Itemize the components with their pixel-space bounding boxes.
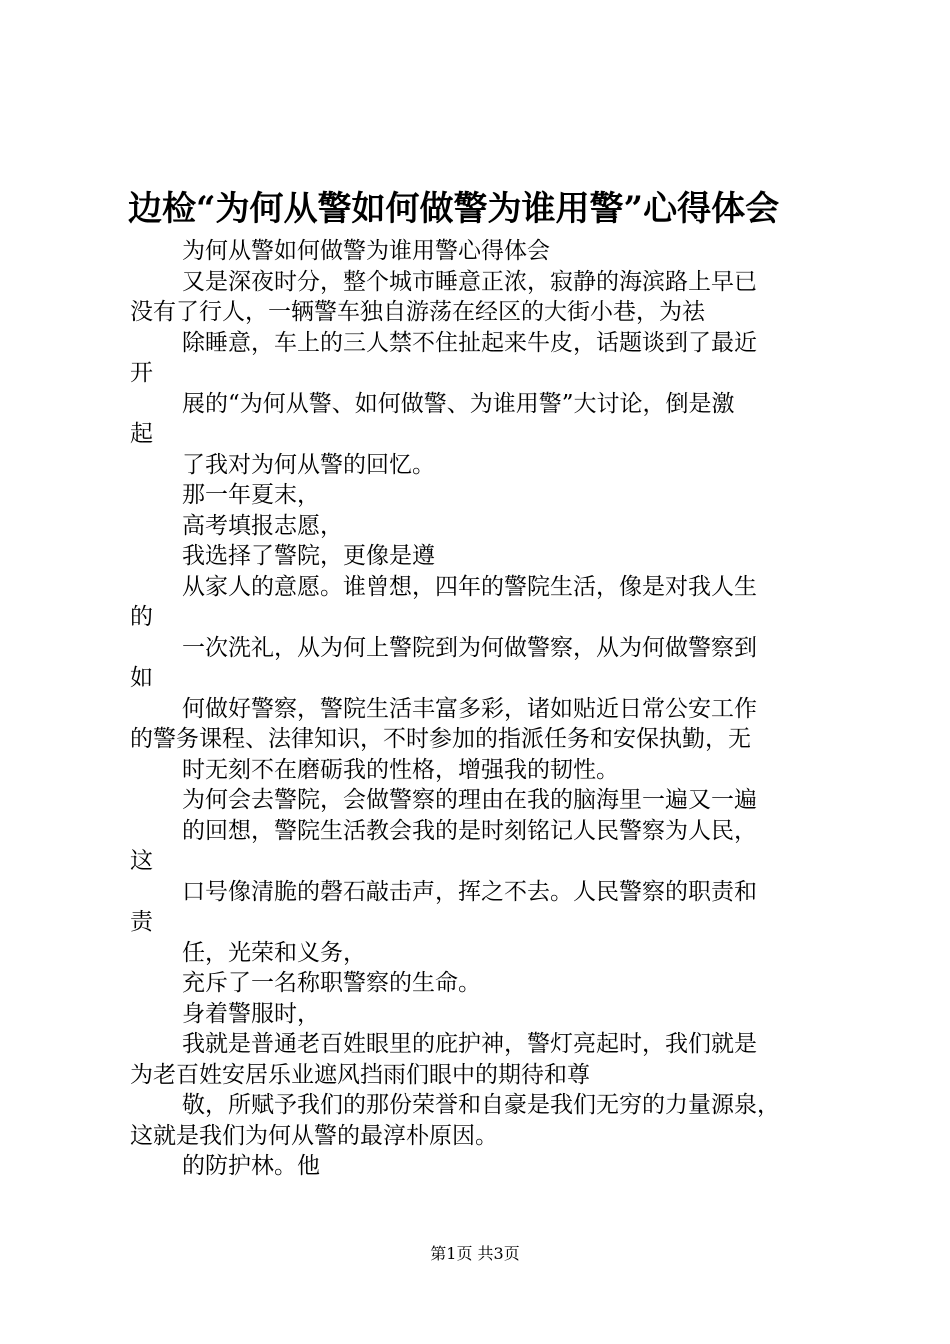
text-line: 展的“为何从警、如何做警、为谁用警”大讨论，倒是激 xyxy=(182,390,735,417)
text-line: 又是深夜时分，整个城市睡意正浓，寂静的海滨路上早已 xyxy=(182,268,757,295)
text-line: 这 xyxy=(130,848,153,874)
text-line: 高考填报志愿， xyxy=(182,512,343,539)
text-line: 这就是我们为何从警的最淳朴原因。 xyxy=(130,1122,498,1149)
text-line: 为老百姓安居乐业遮风挡雨们眼中的期待和尊 xyxy=(130,1061,590,1088)
text-line: 为何会去警院，会做警察的理由在我的脑海里一遍又一遍 xyxy=(182,787,757,813)
text-line: 如 xyxy=(130,665,153,691)
text-line: 开 xyxy=(130,360,153,386)
text-line: 何做好警察，警院生活丰富多彩，诸如贴近日常公安工作 xyxy=(182,695,757,722)
text-line: 我选择了警院，更像是遵 xyxy=(182,543,435,569)
text-line: 口号像清脆的磬石敲击声，挥之不去。人民警察的职责和 xyxy=(182,878,757,905)
text-line: 的防护林。他 xyxy=(182,1153,320,1179)
document-body xyxy=(130,236,840,1182)
text-line: 的警务课程、法律知识，不时参加的指派任务和安保执勤，无 xyxy=(130,726,751,752)
text-line: 一次洗礼，从为何上警院到为何做警察，从为何做警察到 xyxy=(182,634,757,661)
text-line: 敬，所赋予我们的那份荣誉和自豪是我们无穷的力量源泉， xyxy=(182,1092,780,1118)
text-line: 任，光荣和义务， xyxy=(182,939,366,966)
text-line: 从家人的意愿。谁曾想，四年的警院生活，像是对我人生 xyxy=(182,573,757,600)
text-line: 时无刻不在磨砺我的性格，增强我的韧性。 xyxy=(182,756,619,783)
page-footer: 第1页 共3页 xyxy=(430,1244,520,1263)
text-line: 为何从警如何做警为谁用警心得体会 xyxy=(182,238,550,264)
text-line: 起 xyxy=(130,421,153,447)
document-title: 边检“为何从警如何做警为谁用警”心得体会 xyxy=(128,189,780,229)
text-line: 的回想，警院生活教会我的是时刻铭记人民警察为人民， xyxy=(182,817,757,844)
text-line: 的 xyxy=(130,604,153,630)
text-line: 了我对为何从警的回忆。 xyxy=(182,451,435,478)
text-line: 充斥了一名称职警察的生命。 xyxy=(182,970,481,996)
text-line: 没有了行人，一辆警车独自游荡在经区的大街小巷，为祛 xyxy=(130,299,705,325)
text-line: 身着警服时， xyxy=(182,1000,320,1027)
text-line: 责 xyxy=(130,909,153,935)
text-line: 除睡意，车上的三人禁不住扯起来牛皮，话题谈到了最近 xyxy=(182,329,757,356)
text-line: 我就是普通老百姓眼里的庇护神，警灯亮起时，我们就是 xyxy=(182,1031,757,1057)
text-line: 那一年夏末， xyxy=(182,482,320,508)
